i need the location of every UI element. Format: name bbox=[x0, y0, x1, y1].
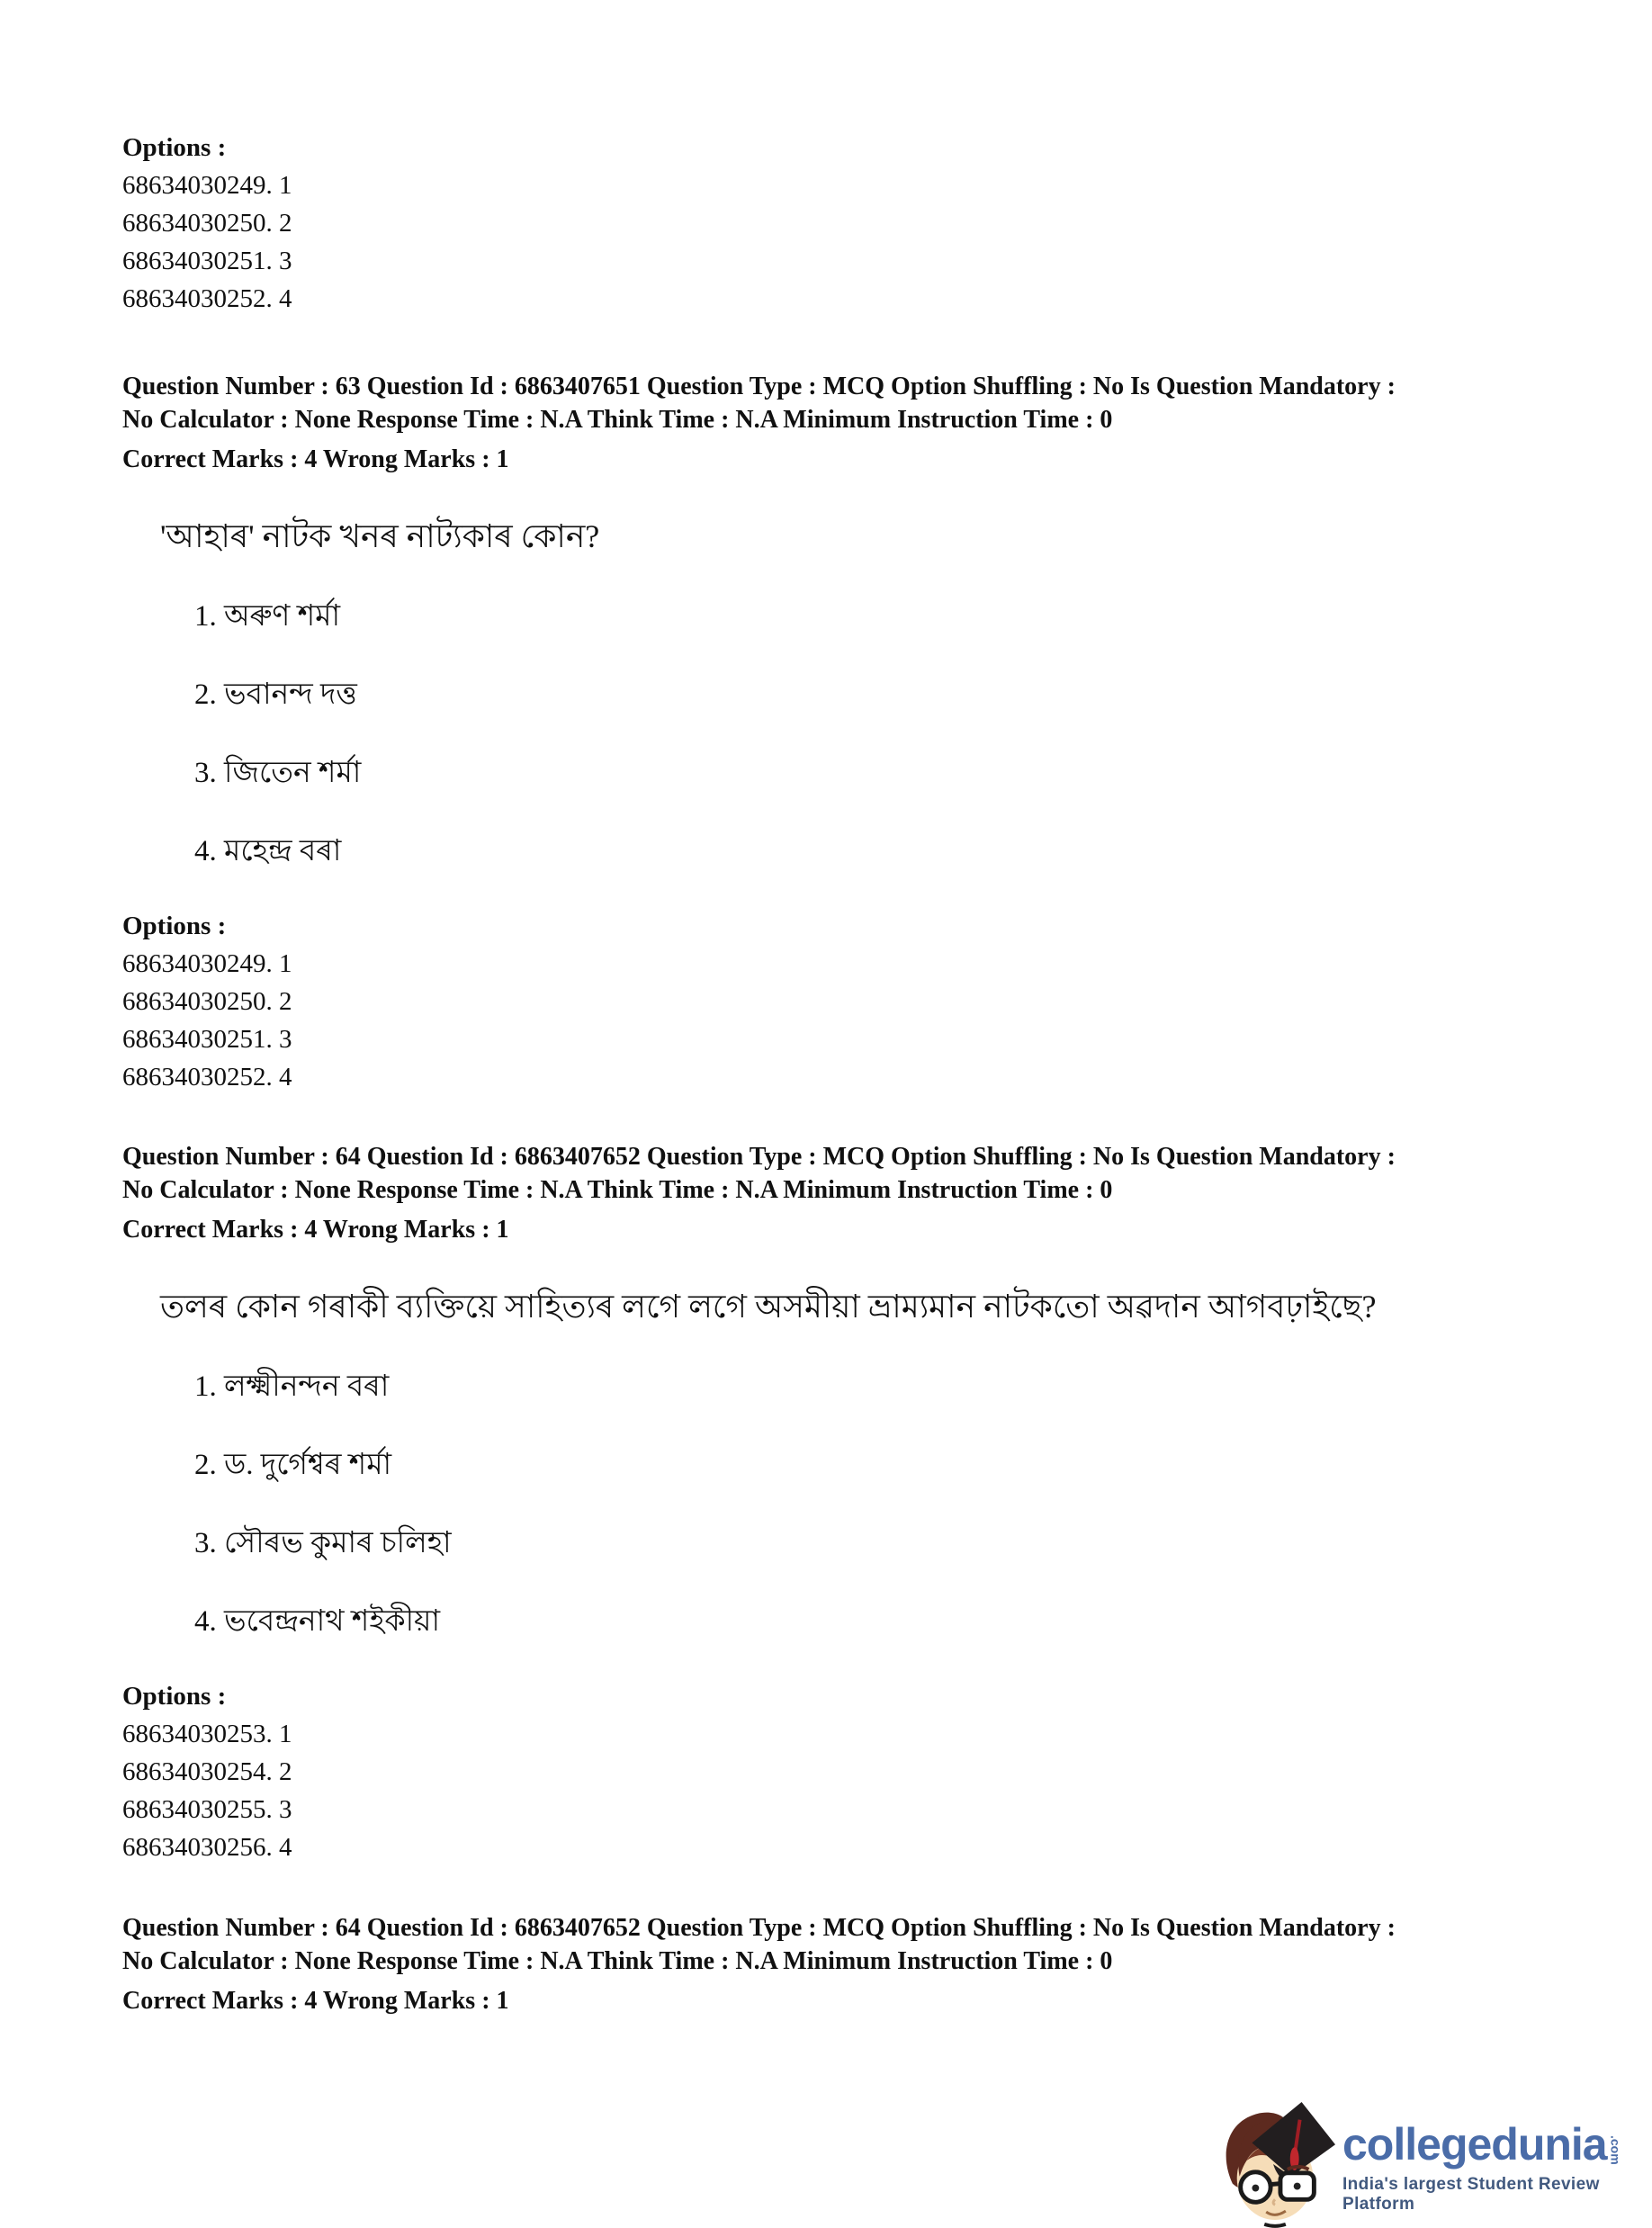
option-id-line: 68634030255. 3 bbox=[122, 1795, 292, 1824]
choice-4: 4. মহেন্দ্ৰ বৰা bbox=[194, 835, 342, 867]
question-meta-line-1: Question Number : 63 Question Id : 6863407651 Question Type : MCQ Option Shuffling : No Is Question Mandatory : bbox=[122, 373, 1396, 400]
question-63-choices bbox=[122, 596, 1603, 872]
question-63-text: 'আহাৰ' নাটক খনৰ নাট্যকাৰ কোন? bbox=[160, 518, 600, 554]
option-id-line: 68634030249. 1 bbox=[122, 171, 292, 200]
question-marks-line: Correct Marks : 4 Wrong Marks : 1 bbox=[122, 445, 509, 473]
question-64-metadata bbox=[122, 1140, 1603, 1246]
option-id-line: 68634030252. 4 bbox=[122, 284, 292, 313]
option-id-line: 68634030253. 1 bbox=[122, 1720, 292, 1748]
options-block-3 bbox=[122, 1677, 1603, 1866]
question-64-metadata-repeat bbox=[122, 1911, 1603, 2017]
options-block-1 bbox=[122, 129, 1603, 318]
options-block-2 bbox=[122, 907, 1603, 1096]
collegedunia-mascot-icon bbox=[1220, 2095, 1335, 2228]
question-meta-line-2: No Calculator : None Response Time : N.A Think Time : N.A Minimum Instruction Time : 0 bbox=[122, 406, 1113, 434]
option-id-line: 68634030250. 2 bbox=[122, 987, 292, 1016]
question-meta-line-1: Question Number : 64 Question Id : 6863407652 Question Type : MCQ Option Shuffling : No Is Question Mandatory : bbox=[122, 1143, 1396, 1171]
option-id-line: 68634030252. 4 bbox=[122, 1063, 292, 1092]
option-id-line: 68634030256. 4 bbox=[122, 1833, 292, 1862]
question-63-metadata bbox=[122, 370, 1603, 476]
choice-1: 1. অৰুণ শৰ্মা bbox=[194, 600, 341, 633]
options-heading: Options : bbox=[122, 133, 227, 162]
choice-3: 3. জিতেন শৰ্মা bbox=[194, 757, 362, 789]
question-64-choices bbox=[122, 1366, 1603, 1642]
question-meta-line-2: No Calculator : None Response Time : N.A Think Time : N.A Minimum Instruction Time : 0 bbox=[122, 1176, 1113, 1204]
question-64-text: তলৰ কোন গৰাকী ব্যক্তিয়ে সাহিত্যৰ লগে লগে অসমীয়া ভ্ৰাম্যমান নাটকতো অৱদান আগবঢ়াইছে? bbox=[160, 1289, 1377, 1325]
page-content bbox=[122, 129, 1603, 2017]
choice-1: 1. লক্ষ্মীনন্দন বৰা bbox=[194, 1370, 390, 1403]
question-meta-line-1: Question Number : 64 Question Id : 6863407652 Question Type : MCQ Option Shuffling : No Is Question Mandatory : bbox=[122, 1914, 1396, 1942]
option-id-line: 68634030251. 3 bbox=[122, 247, 292, 275]
choice-2: 2. ভবানন্দ দত্ত bbox=[194, 678, 357, 711]
choice-3: 3. সৌৰভ কুমাৰ চলিহা bbox=[194, 1527, 452, 1559]
brand-row bbox=[1342, 2119, 1652, 2170]
options-heading: Options : bbox=[122, 912, 227, 940]
brand-domain-suffix: .com bbox=[1608, 2135, 1623, 2165]
option-id-line: 68634030250. 2 bbox=[122, 209, 292, 238]
option-id-line: 68634030249. 1 bbox=[122, 949, 292, 978]
option-id-line: 68634030254. 2 bbox=[122, 1757, 292, 1786]
brand-tagline: India's largest Student Review Platform bbox=[1342, 2175, 1600, 2214]
brand-name: collegedunia bbox=[1342, 2119, 1607, 2170]
choice-4: 4. ভবেন্দ্ৰনাথ শইকীয়া bbox=[194, 1605, 441, 1638]
choice-2: 2. ড. দুৰ্গেশ্বৰ শৰ্মা bbox=[194, 1449, 392, 1481]
option-id-line: 68634030251. 3 bbox=[122, 1025, 292, 1054]
question-meta-line-2: No Calculator : None Response Time : N.A Think Time : N.A Minimum Instruction Time : 0 bbox=[122, 1947, 1113, 1975]
options-heading: Options : bbox=[122, 1682, 227, 1711]
collegedunia-logo bbox=[1220, 2095, 1652, 2228]
question-marks-line: Correct Marks : 4 Wrong Marks : 1 bbox=[122, 1987, 509, 2015]
question-marks-line: Correct Marks : 4 Wrong Marks : 1 bbox=[122, 1216, 509, 1244]
collegedunia-logo-text bbox=[1342, 2095, 1652, 2215]
